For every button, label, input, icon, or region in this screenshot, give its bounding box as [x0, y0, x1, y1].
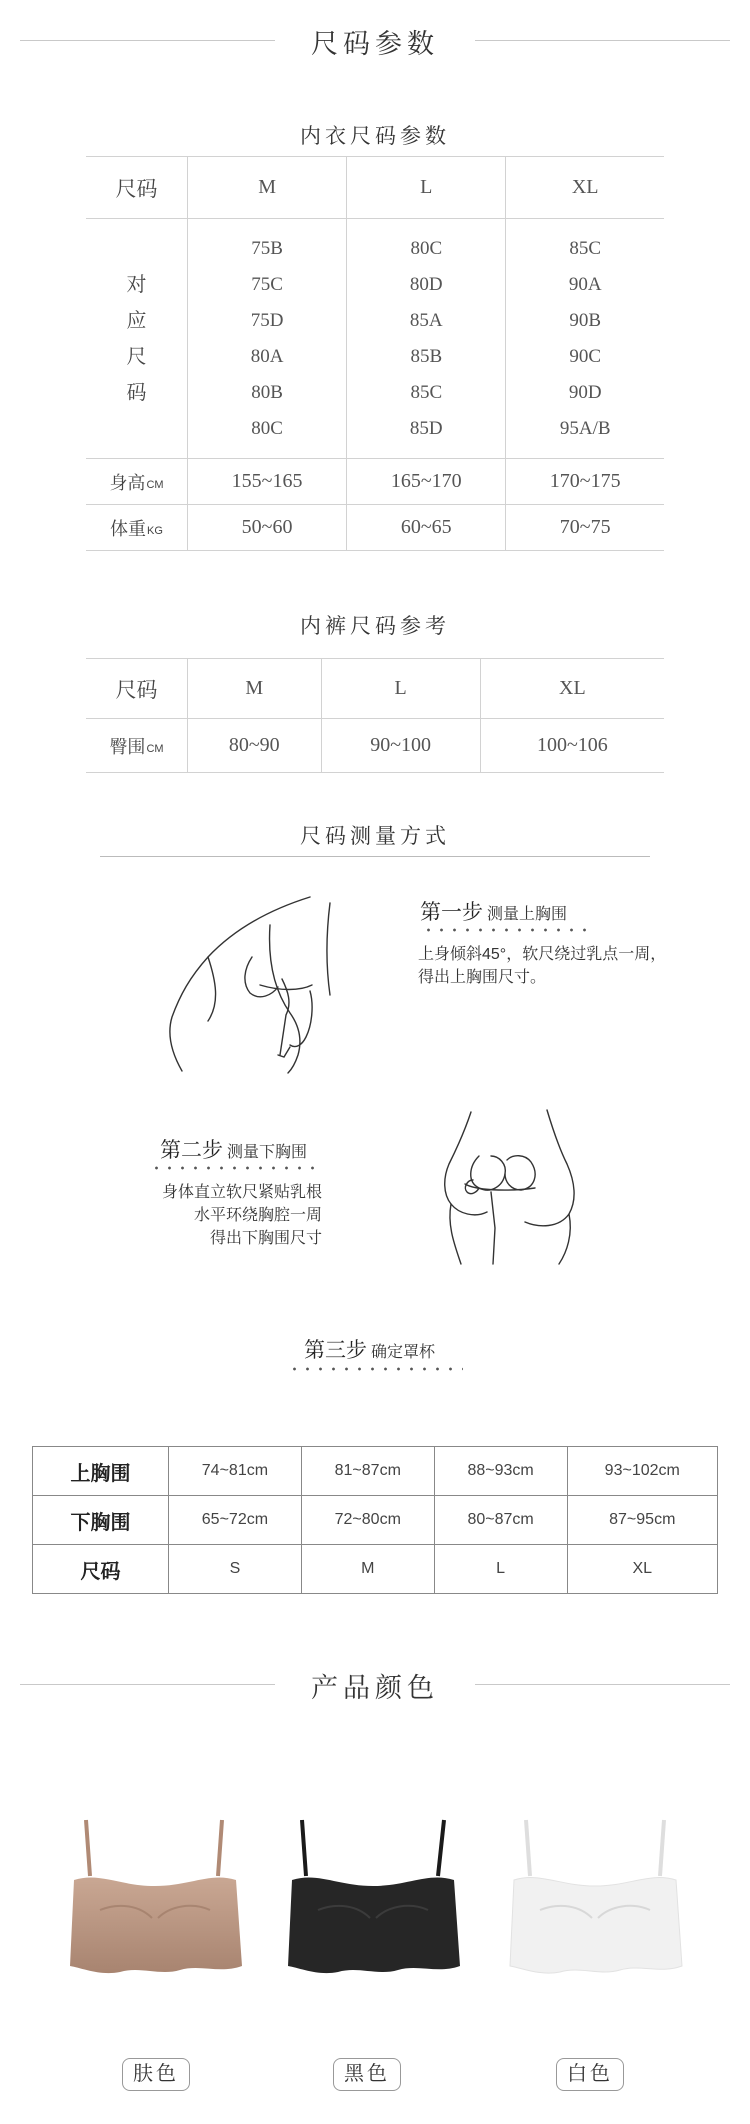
height-unit: CM — [146, 478, 164, 491]
step3-subtitle: 确定罩杯 — [371, 1344, 436, 1361]
cup-cell: 88~93cm — [434, 1447, 567, 1496]
cup-value: 80B — [251, 381, 283, 403]
header-size-label: 尺码 — [86, 157, 188, 219]
step3-heading — [304, 1334, 435, 1364]
divider — [100, 856, 650, 857]
cup-value: 90C — [569, 345, 602, 367]
table-row — [86, 719, 664, 773]
step3-dots — [288, 1367, 463, 1371]
weight-label — [86, 505, 188, 551]
step1-illustration — [160, 895, 360, 1075]
row-label-upper-bust: 上胸围 — [33, 1447, 169, 1496]
section-title-size-params: 尺码参数 — [311, 29, 439, 59]
header-size-l: L — [321, 659, 480, 719]
table-row — [86, 505, 664, 551]
cup-cell: 81~87cm — [301, 1447, 434, 1496]
hip-l: 90~100 — [321, 719, 480, 773]
header-size-l: L — [347, 157, 506, 219]
step2-illustration — [435, 1108, 595, 1268]
cup-cell: 93~102cm — [567, 1447, 717, 1496]
header-size-m: M — [188, 157, 347, 219]
cup-cell: 80~87cm — [434, 1496, 567, 1545]
step2-desc-line: 身体直立软尺紧贴乳根 — [161, 1184, 322, 1201]
table-row — [86, 459, 664, 505]
cup-list-l — [347, 219, 506, 459]
color-label-black: 黑色 — [333, 2058, 401, 2091]
cup-cell: S — [169, 1545, 302, 1594]
cup-cell: M — [301, 1545, 434, 1594]
step1-desc-line: 得出上胸围尺寸。 — [418, 969, 547, 986]
table-row — [86, 157, 664, 219]
hip-label — [86, 719, 188, 773]
step2-description — [90, 1181, 322, 1250]
cup-cell: L — [434, 1545, 567, 1594]
step2-heading — [160, 1134, 307, 1164]
divider-right — [475, 40, 730, 41]
cup-value: 80C — [251, 417, 283, 439]
step2-desc-line: 得出下胸围尺寸 — [209, 1230, 322, 1247]
panty-size-table — [86, 658, 664, 773]
cup-value: 90B — [569, 309, 602, 331]
step1-title: 第一步 — [420, 901, 483, 924]
step2-subtitle: 测量下胸围 — [227, 1144, 308, 1161]
table-row — [86, 219, 664, 459]
bra-table-title: 内衣尺码参数 — [300, 125, 450, 148]
color-label-nude: 肤色 — [122, 2058, 190, 2091]
cup-list-xl — [506, 219, 664, 459]
cup-label-char: 应 — [126, 309, 147, 332]
step1-dots — [422, 928, 592, 932]
height-xl: 170~175 — [506, 459, 664, 505]
cup-value: 80D — [409, 273, 443, 295]
hip-xl: 100~106 — [480, 719, 664, 773]
cup-value: 90A — [568, 273, 602, 295]
hip-unit: CM — [146, 742, 164, 755]
cup-list-m — [188, 219, 347, 459]
cup-value: 95A/B — [559, 417, 611, 439]
step1-desc-line: 上身倾斜45°，软尺绕过乳点一周， — [418, 946, 667, 963]
step2-title: 第二步 — [160, 1139, 223, 1162]
row-label-size: 尺码 — [33, 1545, 169, 1594]
measure-title: 尺码测量方式 — [300, 825, 450, 848]
cup-cell: 74~81cm — [169, 1447, 302, 1496]
step1-description — [418, 943, 718, 989]
bra-image-black — [278, 1818, 468, 1978]
bra-size-table — [86, 156, 664, 551]
cup-value: 85C — [410, 381, 443, 403]
cup-label — [86, 219, 188, 459]
step1-heading — [420, 896, 567, 926]
header-size-xl: XL — [506, 157, 664, 219]
height-l: 165~170 — [347, 459, 506, 505]
bra-image-white — [500, 1818, 690, 1978]
height-label-text: 身高 — [109, 472, 146, 493]
weight-xl: 70~75 — [506, 505, 664, 551]
cup-value: 80C — [410, 237, 443, 259]
divider-right — [475, 1684, 730, 1685]
cup-size-table — [32, 1446, 718, 1594]
weight-l: 60~65 — [347, 505, 506, 551]
cup-label-char: 对 — [126, 273, 147, 296]
cup-value: 75C — [251, 273, 283, 295]
table-row — [33, 1545, 718, 1594]
color-label-white: 白色 — [556, 2058, 624, 2091]
cup-value: 90D — [568, 381, 602, 403]
cup-value: 80A — [250, 345, 284, 367]
table-row — [33, 1496, 718, 1545]
step3-title: 第三步 — [304, 1339, 367, 1362]
header-size-m: M — [188, 659, 322, 719]
weight-unit: KG — [147, 524, 163, 537]
hip-m: 80~90 — [188, 719, 322, 773]
cup-value: 85A — [409, 309, 443, 331]
height-label — [86, 459, 188, 505]
step2-desc-line: 水平环绕胸腔一周 — [193, 1207, 322, 1224]
height-m: 155~165 — [188, 459, 347, 505]
weight-label-text: 体重 — [110, 518, 147, 539]
cup-value: 85B — [410, 345, 443, 367]
row-label-under-bust: 下胸围 — [33, 1496, 169, 1545]
divider-left — [20, 1684, 275, 1685]
cup-cell: 72~80cm — [301, 1496, 434, 1545]
weight-m: 50~60 — [188, 505, 347, 551]
cup-label-char: 码 — [126, 381, 147, 404]
cup-cell: XL — [567, 1545, 717, 1594]
step2-dots — [150, 1166, 320, 1170]
section-title-product-colors: 产品颜色 — [311, 1673, 439, 1703]
cup-label-char: 尺 — [126, 345, 147, 368]
panty-table-title: 内裤尺码参考 — [300, 615, 450, 638]
step1-subtitle: 测量上胸围 — [487, 906, 568, 923]
hip-label-text: 臀围 — [109, 736, 146, 757]
bra-image-nude — [60, 1818, 250, 1978]
header-size-label: 尺码 — [86, 659, 188, 719]
divider-left — [20, 40, 275, 41]
cup-value: 85C — [569, 237, 602, 259]
table-row — [86, 659, 664, 719]
cup-cell: 65~72cm — [169, 1496, 302, 1545]
cup-cell: 87~95cm — [567, 1496, 717, 1545]
cup-value: 75D — [250, 309, 284, 331]
cup-value: 75B — [251, 237, 283, 259]
header-size-xl: XL — [480, 659, 664, 719]
cup-value: 85D — [409, 417, 443, 439]
table-row — [33, 1447, 718, 1496]
